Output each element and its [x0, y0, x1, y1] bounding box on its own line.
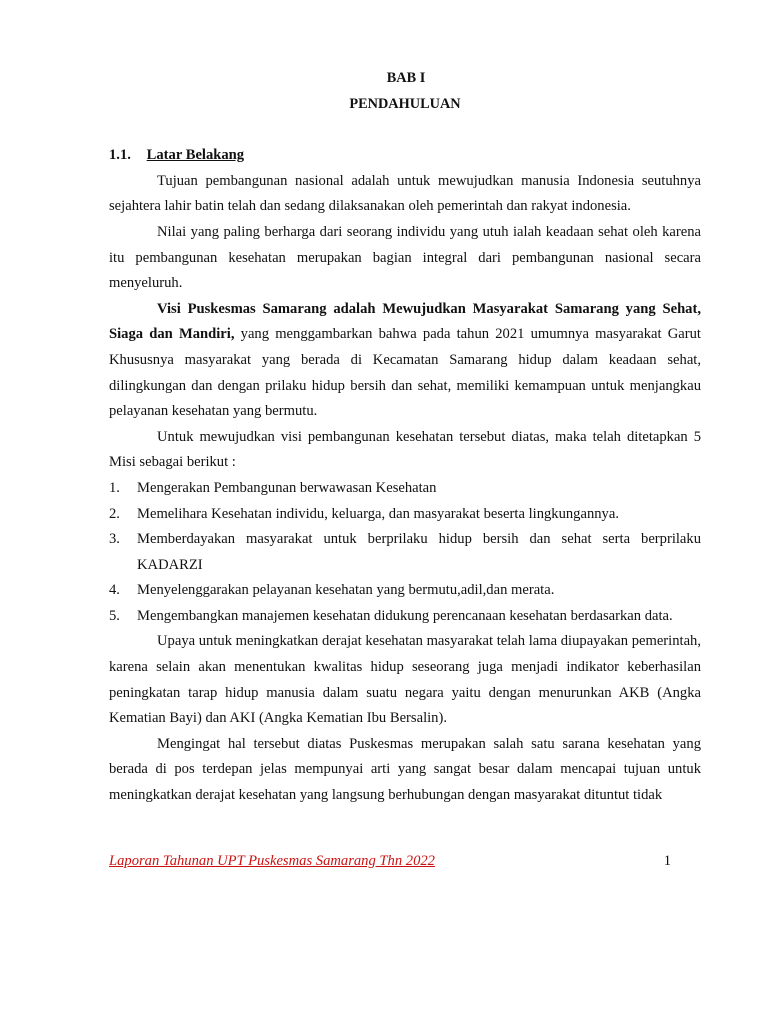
page-number: 1 — [663, 853, 671, 869]
paragraph-2: Nilai yang paling berharga dari seorang individu yang utuh ialah keadaan sehat oleh karena itu pembangunan kesehatan merupakan bagian integral dari pembangunan nasional secara menyeluruh. — [109, 223, 701, 292]
section-heading — [109, 143, 701, 169]
list-item-number: 5. — [109, 607, 120, 624]
list-item-number: 3. — [109, 531, 120, 548]
paragraph-3-rest: yang menggambarkan bahwa pada tahun 2021 umumnya masyarakat Garut Khususnya masyarakat yang berada di Kecamatan Samarang hidup dalam keadaan sehat, dilingkungan dan dengan prilaku hidup bersih dan sehat, memiliki kemampuan untuk menjangkau pelayanan kesehatan yang bermutu. — [109, 326, 701, 420]
paragraph-3 — [109, 297, 701, 425]
paragraph-5: Upaya untuk meningkatkan derajat kesehatan masyarakat telah lama diupayakan pemerintah, karena selain akan menentukan kwalitas hidup seseorang juga menjadi indikator keberhasilan peningkatan tarap hidup manusia dalam suatu negara yaitu dengan menurunkan AKB (Angka Kematian Bayi) dan AKI (Angka Kematian Ibu Bersalin). — [109, 633, 701, 727]
paragraph-4: Untuk mewujudkan visi pembangunan kesehatan tersebut diatas, maka telah ditetapkan 5 Misi sebagai berikut : — [109, 428, 701, 471]
list-item-text: Mengerakan Pembangunan berwawasan Kesehatan — [137, 479, 437, 496]
list-item-text: Memberdayakan masyarakat untuk berprilaku hidup bersih dan sehat serta berprilaku KADARZI — [137, 531, 701, 573]
paragraph-6: Mengingat hal tersebut diatas Puskesmas merupakan salah satu sarana kesehatan yang berada di pos terdepan jelas mempunyai arti yang sangat besar dalam mencapai tujuan untuk meningkatkan derajat kesehatan yang langsung berhubungan dengan masyarakat dituntut tidak — [109, 735, 701, 804]
chapter-title: PENDAHULUAN — [349, 95, 461, 112]
list-item-number: 1. — [109, 479, 120, 496]
misi-list — [109, 476, 701, 630]
list-item-text: Memelihara Kesehatan individu, keluarga, dan masyarakat beserta lingkungannya. — [137, 505, 619, 522]
list-item-text: Menyelenggarakan pelayanan kesehatan yang bermutu,adil,dan merata. — [137, 582, 555, 599]
report-title: Laporan Tahunan UPT Puskesmas Samarang Thn 2022 — [109, 853, 435, 869]
list-item — [109, 604, 701, 630]
paragraph-1: Tujuan pembangunan nasional adalah untuk mewujudkan manusia Indonesia seutuhnya sejahtera lahir batin telah dan sedang dilaksanakan oleh pemerintah dan rakyat indonesia. — [109, 172, 701, 215]
chapter-label: BAB I — [386, 70, 426, 86]
section-title: Latar Belakang — [146, 147, 245, 164]
list-item — [109, 502, 701, 528]
page-body — [109, 66, 701, 809]
visi-statement: Visi Puskesmas Samarang adalah Mewujudkan Masyarakat Samarang yang Sehat, Siaga dan Mandiri, — [109, 300, 701, 343]
list-item — [109, 578, 701, 604]
list-item-number: 2. — [109, 505, 120, 522]
page-footer — [109, 850, 701, 872]
list-item-text: Mengembangkan manajemen kesehatan didukung perencanaan kesehatan berdasarkan data. — [137, 607, 673, 624]
section-number: 1.1. — [109, 147, 131, 164]
list-item — [109, 476, 701, 502]
list-item-number: 4. — [109, 582, 120, 599]
list-item — [109, 527, 701, 578]
